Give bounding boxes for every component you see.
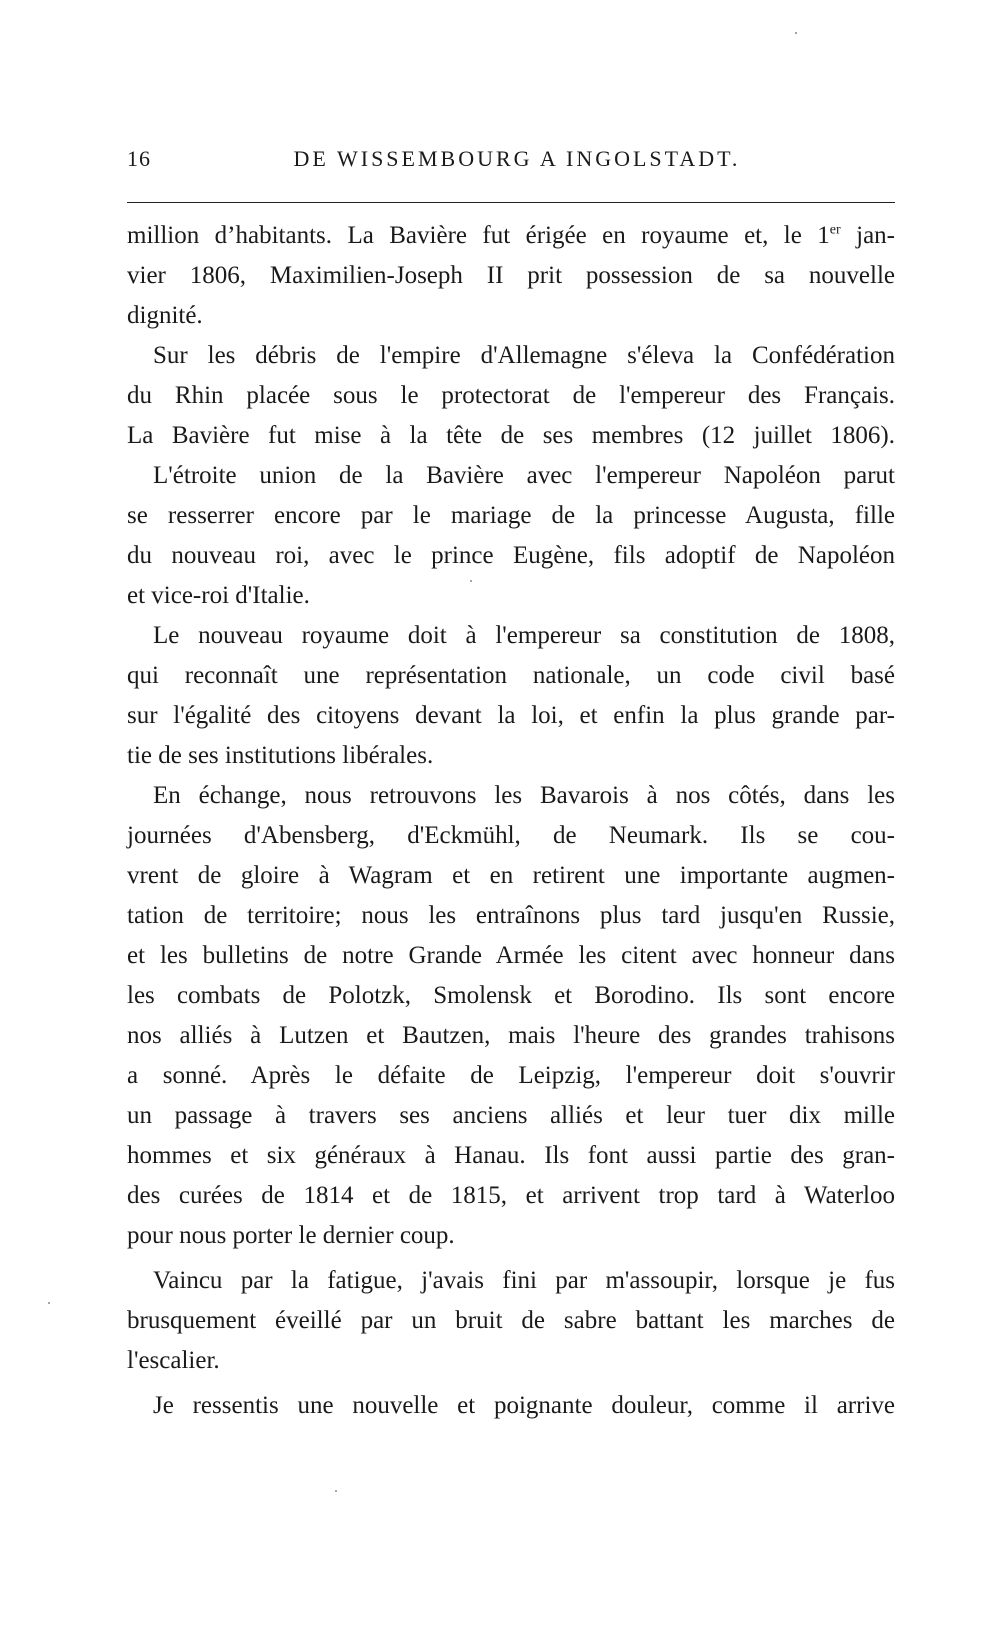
- text-line: et vice-roi d'Italie.: [127, 582, 310, 609]
- text-line: vrent de gloire à Wagram et en retirent une importante augmen-: [127, 862, 895, 889]
- text-line: du Rhin placée sous le protectorat de l'empereur des Français.: [127, 382, 895, 409]
- text-line: a sonné. Après le défaite de Leipzig, l'empereur doit s'ouvrir: [127, 1062, 895, 1089]
- text-line: et les bulletins de notre Grande Armée les citent avec honneur dans: [127, 942, 895, 969]
- running-title: DE WISSEMBOURG A INGOLSTADT.: [293, 146, 741, 171]
- text-line: des curées de 1814 et de 1815, et arrivent trop tard à Waterloo: [127, 1182, 895, 1209]
- text-line: du nouveau roi, avec le prince Eugène, fils adoptif de Napoléon: [127, 542, 895, 569]
- text-line: hommes et six généraux à Hanau. Ils font aussi partie des gran-: [127, 1142, 895, 1169]
- paper-speck: [470, 580, 472, 582]
- text-line: pour nous porter le dernier coup.: [127, 1222, 455, 1249]
- paragraph: [127, 1386, 895, 1426]
- text-line: Sur les débris de l'empire d'Allemagne s'éleva la Confédération: [153, 342, 895, 369]
- text-line: l'escalier.: [127, 1347, 220, 1374]
- body-text: [127, 216, 895, 1426]
- text-line: journées d'Abensberg, d'Eckmühl, de Neumark. Ils se cou-: [127, 822, 895, 849]
- text-line: se resserrer encore par le mariage de la princesse Augusta, fille: [127, 502, 895, 529]
- text-line: En échange, nous retrouvons les Bavarois à nos côtés, dans les: [153, 782, 895, 809]
- paragraph: [127, 216, 895, 336]
- text-line: sur l'égalité des citoyens devant la loi, et enfin la plus grande par-: [127, 702, 895, 729]
- text-line: Vaincu par la fatigue, j'avais fini par m'assoupir, lorsque je fus: [153, 1267, 895, 1294]
- paper-speck: [795, 32, 797, 34]
- paragraph: [127, 776, 895, 1256]
- text-line: dignité.: [127, 302, 203, 329]
- text-line: La Bavière fut mise à la tête de ses membres (12 juillet 1806).: [127, 422, 895, 449]
- paper-speck: [335, 1490, 337, 1492]
- text-line: L'étroite union de la Bavière avec l'empereur Napoléon parut: [153, 462, 895, 489]
- paragraph: [127, 616, 895, 776]
- text-line: Le nouveau royaume doit à l'empereur sa constitution de 1808,: [153, 622, 895, 649]
- text-line: les combats de Polotzk, Smolensk et Borodino. Ils sont encore: [127, 982, 895, 1009]
- paragraph: [127, 456, 895, 616]
- text-line: vier 1806, Maximilien-Joseph II prit possession de sa nouvelle: [127, 262, 895, 289]
- text-line: qui reconnaît une représentation nationale, un code civil basé: [127, 662, 895, 689]
- paragraph: [127, 1261, 895, 1381]
- page-header: [127, 146, 895, 182]
- header-rule: [127, 202, 895, 203]
- text-line: un passage à travers ses anciens alliés et leur tuer dix mille: [127, 1102, 895, 1129]
- paragraph: [127, 336, 895, 456]
- text-line: tation de territoire; nous les entraînons plus tard jusqu'en Russie,: [127, 902, 895, 929]
- text-line: nos alliés à Lutzen et Bautzen, mais l'heure des grandes trahisons: [127, 1022, 895, 1049]
- page-number: 16: [127, 146, 151, 171]
- paper-speck: [48, 1302, 50, 1304]
- text-line: brusquement éveillé par un bruit de sabre battant les marches de: [127, 1307, 895, 1334]
- text-line: Je ressentis une nouvelle et poignante douleur, comme il arrive: [153, 1392, 895, 1419]
- text-line: tie de ses institutions libérales.: [127, 742, 434, 769]
- text-line: million d’habitants. La Bavière fut érigée en royaume et, le 1er jan-: [127, 222, 895, 249]
